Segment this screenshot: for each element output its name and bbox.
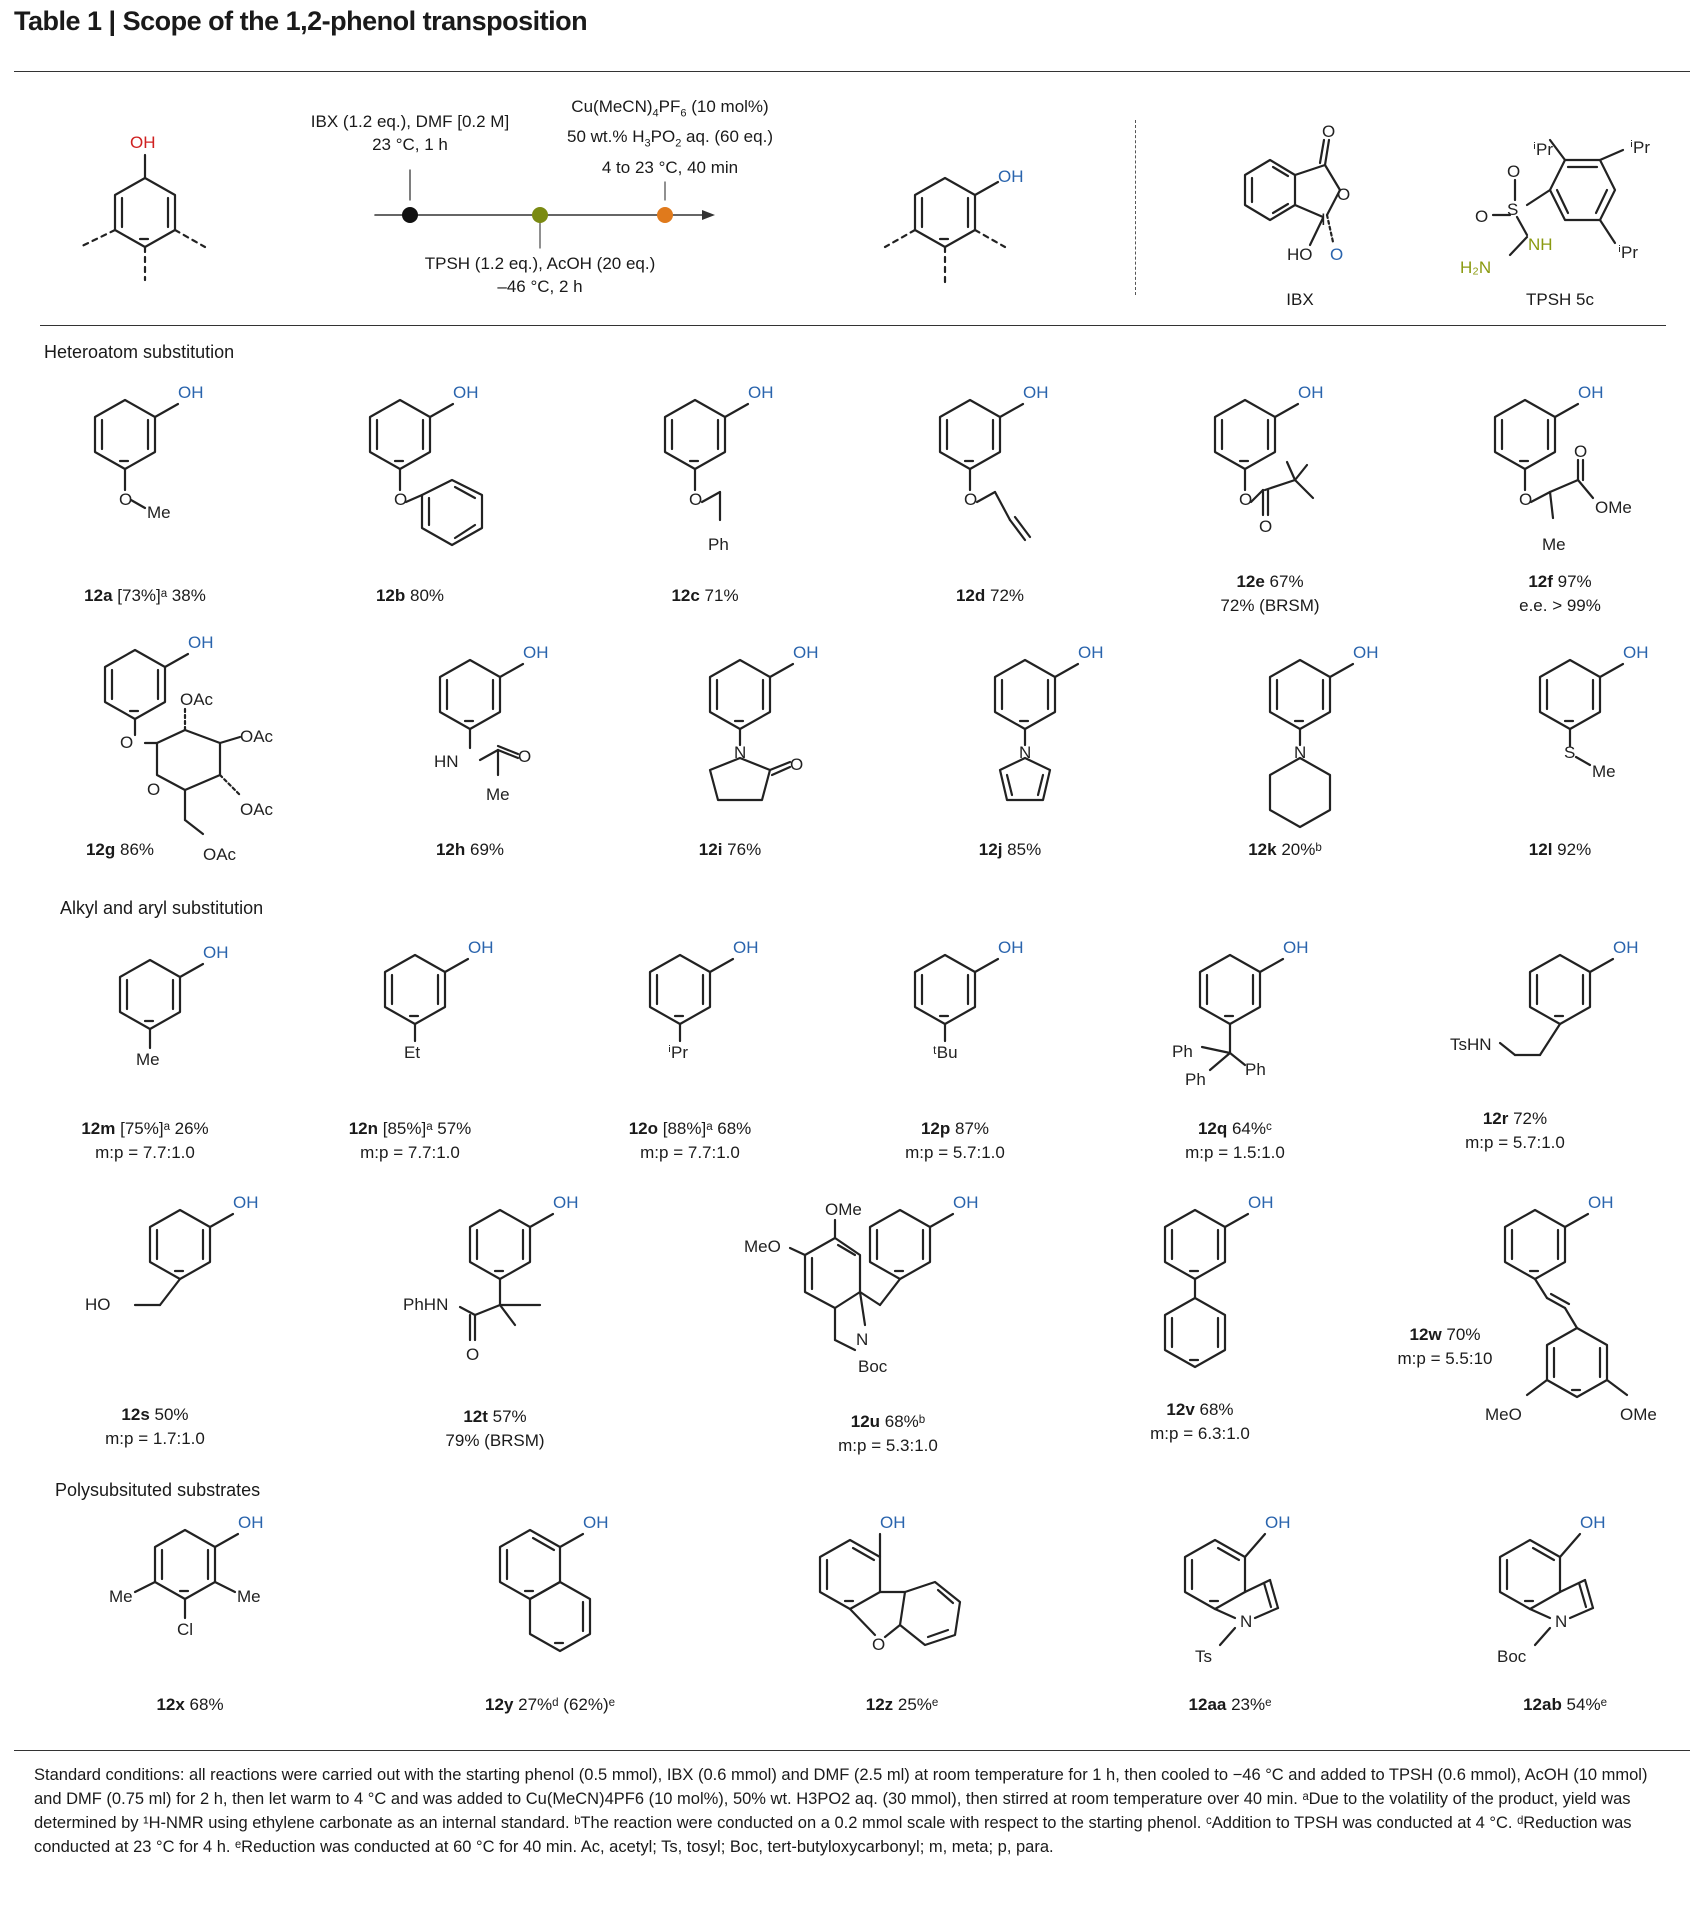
structure-12t xyxy=(400,1190,590,1370)
label-12r: 12r 72% m:p = 5.7:1.0 xyxy=(1465,1109,1565,1152)
svg-text:N: N xyxy=(1555,1612,1568,1631)
label-12a: 12a [73%]ᵃ 38% xyxy=(84,586,206,605)
svg-text:OH: OH xyxy=(998,167,1024,186)
svg-text:OAc: OAc xyxy=(180,690,214,709)
svg-text:Boc: Boc xyxy=(858,1357,888,1376)
svg-text:O: O xyxy=(1239,490,1253,509)
svg-text:PhHN: PhHN xyxy=(403,1295,449,1314)
label-12c: 12c 71% xyxy=(671,586,739,605)
svg-text:OH: OH xyxy=(1248,1193,1274,1212)
structure-12b xyxy=(350,380,520,560)
svg-text:OH: OH xyxy=(1623,643,1649,662)
svg-text:OH: OH xyxy=(1283,938,1309,957)
svg-text:H₂N: H₂N xyxy=(1460,258,1492,277)
structure-12aa xyxy=(1160,1510,1320,1680)
svg-text:OH: OH xyxy=(880,1513,906,1532)
label-12j: 12j 85% xyxy=(978,840,1042,859)
svg-text:O: O xyxy=(466,1345,480,1364)
svg-text:Ph: Ph xyxy=(1185,1070,1206,1089)
svg-text:N: N xyxy=(856,1330,869,1349)
svg-text:ⁱPr: ⁱPr xyxy=(668,1043,689,1062)
svg-text:O: O xyxy=(120,733,134,752)
structure-12u xyxy=(740,1190,980,1390)
svg-text:N: N xyxy=(1294,743,1307,762)
structure-12w xyxy=(1465,1190,1693,1440)
svg-text:ⁱPr: ⁱPr xyxy=(1618,243,1639,262)
svg-text:OH: OH xyxy=(733,938,759,957)
svg-text:MeO: MeO xyxy=(1485,1405,1522,1424)
svg-text:N: N xyxy=(1019,743,1032,762)
structure-12ab xyxy=(1475,1510,1635,1680)
svg-text:OAc: OAc xyxy=(240,727,274,746)
structure-12o xyxy=(630,935,770,1075)
svg-text:O: O xyxy=(1337,185,1351,204)
product-phenol-structure xyxy=(880,150,1030,290)
tpsh-label: TPSH 5c xyxy=(1525,290,1595,309)
label-12p: 12p 87% m:p = 5.7:1.0 xyxy=(905,1119,1005,1162)
label-12e: 12e 67% 72% (BRSM) xyxy=(1220,572,1320,615)
label-12o: 12o [88%]ᵃ 68% m:p = 7.7:1.0 xyxy=(628,1119,752,1162)
svg-text:OH: OH xyxy=(1353,643,1379,662)
svg-text:O: O xyxy=(872,1635,886,1654)
svg-text:O: O xyxy=(1322,122,1336,141)
table-title: Table 1 | Scope of the 1,2-phenol transposition xyxy=(14,6,588,36)
svg-text:Me: Me xyxy=(109,1587,133,1606)
svg-text:Me: Me xyxy=(1542,535,1566,554)
structure-12y xyxy=(480,1510,640,1680)
structure-12j xyxy=(975,640,1125,830)
ibx-structure xyxy=(1225,122,1375,275)
label-12ab: 12ab 54%ᵉ xyxy=(1523,1695,1607,1714)
svg-text:OAc: OAc xyxy=(203,845,237,864)
svg-text:OH: OH xyxy=(233,1193,259,1212)
structure-12v xyxy=(1130,1190,1280,1390)
label-12s: 12s 50% m:p = 1.7:1.0 xyxy=(105,1405,205,1448)
svg-text:HO: HO xyxy=(85,1295,111,1314)
structure-12h xyxy=(420,640,570,830)
label-12l: 12l 92% xyxy=(1528,840,1592,859)
label-12u: 12u 68%ᵇ m:p = 5.3:1.0 xyxy=(838,1412,938,1455)
structure-12k xyxy=(1250,640,1400,840)
ibx-label: IBX xyxy=(1286,290,1314,309)
svg-text:Ts: Ts xyxy=(1195,1647,1212,1666)
svg-text:OH: OH xyxy=(130,133,156,152)
svg-text:Ph: Ph xyxy=(1245,1060,1266,1079)
structure-12l xyxy=(1520,640,1670,800)
step3-dot xyxy=(657,207,673,223)
svg-text:O: O xyxy=(790,755,804,774)
svg-text:OH: OH xyxy=(468,938,494,957)
label-12k: 12k 20%ᵇ xyxy=(1248,840,1322,859)
svg-text:OH: OH xyxy=(748,383,774,402)
footnote-rule xyxy=(14,1750,1690,1751)
label-12y: 12y 27%ᵈ (62%)ᵉ xyxy=(485,1695,615,1714)
svg-text:MeO: MeO xyxy=(744,1237,781,1256)
svg-text:O: O xyxy=(119,490,133,509)
svg-text:OH: OH xyxy=(1023,383,1049,402)
svg-text:OH: OH xyxy=(203,943,229,962)
label-12n: 12n [85%]ᵃ 57% m:p = 7.7:1.0 xyxy=(348,1119,472,1162)
svg-text:O: O xyxy=(689,490,703,509)
svg-text:Boc: Boc xyxy=(1497,1647,1527,1666)
start-phenol-structure xyxy=(60,120,210,290)
svg-text:OH: OH xyxy=(1588,1193,1614,1212)
svg-text:OH: OH xyxy=(1580,1513,1606,1532)
svg-text:O: O xyxy=(1475,207,1489,226)
structure-12q xyxy=(1160,935,1330,1095)
structure-12d xyxy=(920,380,1060,560)
svg-text:OMe: OMe xyxy=(1595,498,1632,517)
svg-text:OH: OH xyxy=(1613,938,1639,957)
svg-text:N: N xyxy=(1240,1612,1253,1631)
svg-text:OH: OH xyxy=(178,383,204,402)
svg-text:ⁱPr: ⁱPr xyxy=(1630,138,1651,157)
svg-text:Me: Me xyxy=(147,503,171,522)
svg-text:OH: OH xyxy=(1578,383,1604,402)
svg-text:OAc: OAc xyxy=(240,800,274,819)
label-12b: 12b 80% xyxy=(375,586,445,605)
svg-text:O: O xyxy=(1507,162,1521,181)
label-12f: 12f 97% e.e. > 99% xyxy=(1519,572,1601,615)
label-12m: 12m [75%]ᵃ 26% m:p = 7.7:1.0 xyxy=(81,1119,209,1162)
svg-text:O: O xyxy=(147,780,161,799)
label-12z: 12z 25%ᵉ xyxy=(865,1695,939,1714)
svg-text:OH: OH xyxy=(188,633,214,652)
svg-text:O: O xyxy=(1519,490,1533,509)
svg-text:O: O xyxy=(1330,245,1344,264)
structure-12p xyxy=(895,935,1035,1075)
svg-text:O: O xyxy=(964,490,978,509)
svg-text:OH: OH xyxy=(583,1513,609,1532)
svg-text:Cl: Cl xyxy=(177,1620,194,1639)
label-12v: 12v 68% m:p = 6.3:1.0 xyxy=(1150,1400,1250,1443)
svg-text:OMe: OMe xyxy=(1620,1405,1657,1424)
label-12d: 12d 72% xyxy=(955,586,1025,605)
step3-conditions: $Cu(MeCN)_4PF_6$ (10 mol%) 50 wt.% $H_3PO_2$ aq. (60 eq.) 4 to 23 °C, 40 min xyxy=(567,97,773,177)
svg-text:O: O xyxy=(518,747,532,766)
svg-text:Me: Me xyxy=(136,1050,160,1069)
svg-text:TsHN: TsHN xyxy=(1450,1035,1492,1054)
svg-text:ⁱPr: ⁱPr xyxy=(1533,140,1554,159)
svg-text:OH: OH xyxy=(998,938,1024,957)
svg-text:OH: OH xyxy=(1265,1513,1291,1532)
svg-text:Me: Me xyxy=(486,785,510,804)
svg-text:NH: NH xyxy=(1528,235,1553,254)
svg-text:OH: OH xyxy=(553,1193,579,1212)
step2-conditions: TPSH (1.2 eq.), AcOH (20 eq.) –46 °C, 2 h xyxy=(424,254,656,296)
structure-12r xyxy=(1450,935,1650,1085)
svg-text:S: S xyxy=(1564,743,1576,762)
structure-12i xyxy=(690,640,840,830)
svg-text:OH: OH xyxy=(793,643,819,662)
structure-12z xyxy=(800,1510,1000,1680)
structure-12m xyxy=(100,940,240,1080)
svg-text:OH: OH xyxy=(523,643,549,662)
label-12aa: 12aa 23%ᵉ xyxy=(1188,1695,1272,1714)
svg-text:Et: Et xyxy=(404,1043,421,1062)
svg-text:Ph: Ph xyxy=(1172,1042,1193,1061)
svg-text:Me: Me xyxy=(237,1587,261,1606)
svg-text:O: O xyxy=(1574,442,1588,461)
label-12t: 12t 57% 79% (BRSM) xyxy=(445,1407,545,1450)
svg-text:OH: OH xyxy=(953,1193,979,1212)
label-12g: 12g 86% xyxy=(85,840,155,859)
label-12q: 12q 64%ᶜ m:p = 1.5:1.0 xyxy=(1185,1119,1285,1162)
svg-text:O: O xyxy=(394,490,408,509)
label-12w: 12w 70% m:p = 5.5:10 xyxy=(1397,1325,1493,1368)
section-alkyl-aryl: Alkyl and aryl substitution xyxy=(60,898,264,918)
section-heteroatom: Heteroatom substitution xyxy=(44,342,235,362)
svg-text:Me: Me xyxy=(1592,762,1616,781)
label-12x: 12x 68% xyxy=(156,1695,224,1714)
structure-12s xyxy=(80,1190,270,1340)
svg-text:OH: OH xyxy=(1298,383,1324,402)
structure-12x xyxy=(95,1510,275,1660)
label-12h: 12h 69% xyxy=(435,840,505,859)
label-12i: 12i 76% xyxy=(698,840,762,859)
svg-text:S: S xyxy=(1507,200,1519,219)
svg-text:HO: HO xyxy=(1287,245,1313,264)
svg-text:OH: OH xyxy=(1078,643,1104,662)
top-rule xyxy=(14,71,1690,72)
scheme-rule xyxy=(40,325,1666,326)
svg-text:ᵗBu: ᵗBu xyxy=(933,1043,958,1062)
svg-text:OH: OH xyxy=(453,383,479,402)
svg-text:I: I xyxy=(1321,210,1326,229)
structure-12a xyxy=(75,380,215,540)
structure-12c xyxy=(645,380,785,560)
structure-12f xyxy=(1475,380,1655,560)
svg-text:N: N xyxy=(734,743,747,762)
step1-conditions: IBX (1.2 eq.), DMF [0.2 M] 23 °C, 1 h xyxy=(310,112,510,154)
table-footnote: Standard conditions: all reactions were carried out with the starting phenol (0.5 mmol), IBX (0.6 mmol) and DMF (2.5 ml) at room temperature for 1 h, then cooled to −46 °C and added to TPSH (0.6 mmol), AcOH (10 mmol) and DMF (0.75 ml) for 2 h, then let warm to 4 °C and was added to Cu(MeCN)4PF6 (10 mol%), 50% wt. H3PO2 aq. (30 mmol), then stirred at room temperature over 40 min. ᵃDue to the volatility of the product, yield was determined by ¹H-NMR using ethylene carbonate as an internal standard. ᵇThe reaction were conducted on a 0.2 mmol scale with respect to the starting phenol. ᶜAddition to TPSH was conducted at 4 °C. ᵈReduction was conducted at 23 °C for 4 h. ᵉReduction was conducted at 60 °C for 40 min. Ac, acetyl; Ts, tosyl; Boc, tert-butyloxycarbonyl; m, meta; p, para. xyxy=(34,1766,1648,1856)
section-polysubstituted: Polysubsituted substrates xyxy=(55,1480,261,1500)
structure-12e xyxy=(1195,380,1355,560)
step2-dot xyxy=(532,207,548,223)
scheme-divider xyxy=(1135,120,1136,295)
svg-text:OH: OH xyxy=(238,1513,264,1532)
svg-text:OMe: OMe xyxy=(825,1200,862,1219)
svg-text:HN: HN xyxy=(434,752,459,771)
tpsh-structure xyxy=(1455,125,1685,285)
structure-12n xyxy=(365,935,505,1075)
svg-text:Ph: Ph xyxy=(708,535,729,554)
svg-text:O: O xyxy=(1259,517,1273,536)
reaction-arrow-timeline xyxy=(370,170,720,260)
step1-dot xyxy=(402,207,418,223)
